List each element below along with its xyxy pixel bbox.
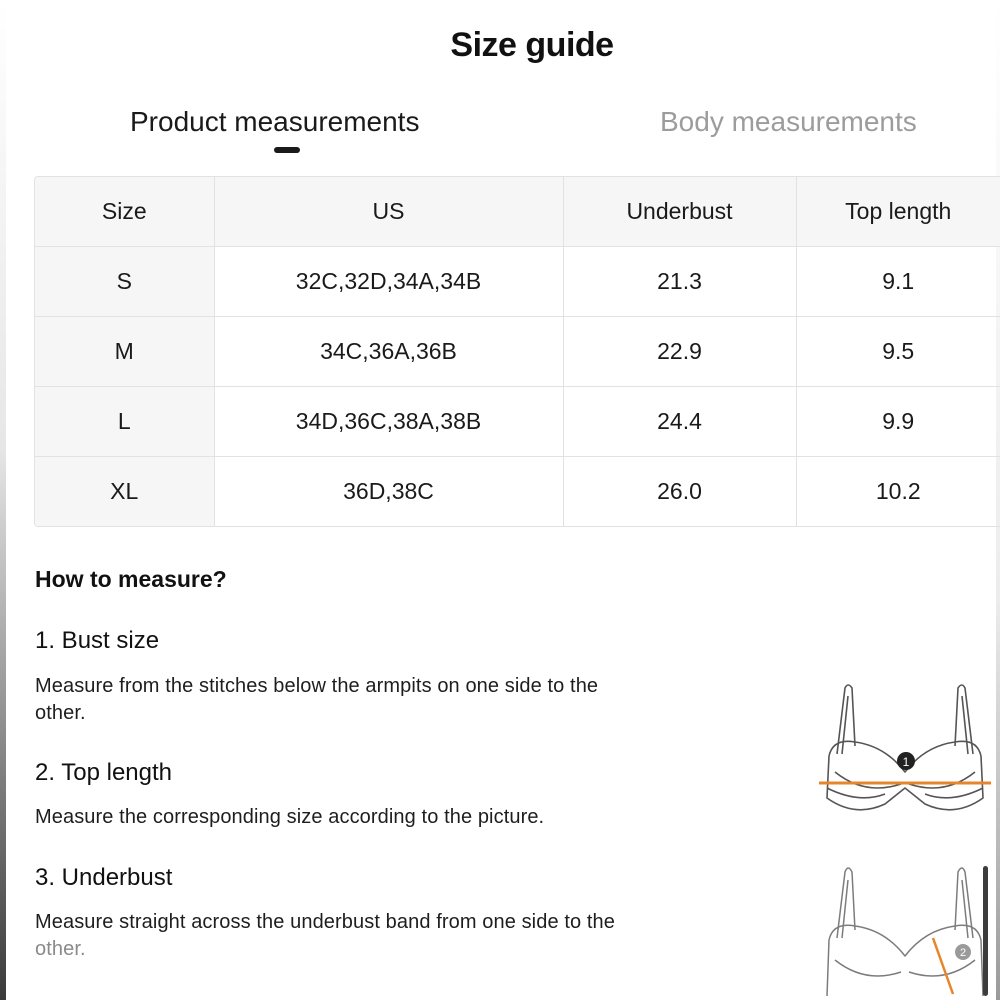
cell-underbust: 26.0	[563, 457, 796, 527]
step-text-line: Measure straight across the underbust band from one side to the	[35, 911, 615, 933]
cell-top-length: 10.2	[796, 457, 1000, 527]
step-bust-size-text	[35, 673, 735, 727]
cell-underbust: 21.3	[563, 247, 796, 317]
table-row	[35, 317, 1000, 387]
step-text-line: other.	[35, 702, 86, 724]
active-tab-indicator	[274, 147, 300, 153]
step-text-line: Measure from the stitches below the armpits on one side to the	[35, 675, 599, 697]
step-underbust-text	[35, 909, 735, 963]
cell-us: 36D,38C	[214, 457, 563, 527]
cell-underbust: 24.4	[563, 387, 796, 457]
tab-product-measurements[interactable]: Product measurements	[130, 106, 420, 137]
cell-top-length: 9.5	[796, 317, 1000, 387]
table-row	[35, 247, 1000, 317]
how-to-measure-heading: How to measure?	[35, 566, 227, 592]
step-top-length-text	[35, 804, 735, 831]
cell-size: XL	[35, 457, 214, 527]
cell-us: 32C,32D,34A,34B	[214, 247, 563, 317]
cell-us: 34C,36A,36B	[214, 317, 563, 387]
step-text-line: Measure the corresponding size according to the picture.	[35, 806, 545, 828]
cell-size: M	[35, 317, 214, 387]
cell-size: S	[35, 247, 214, 317]
tab-body-measurements[interactable]: Body measurements	[660, 106, 917, 137]
step-text-line: other.	[35, 938, 86, 960]
marker-2-label: 2	[959, 947, 967, 959]
page-title: Size guide	[450, 26, 614, 64]
size-table	[34, 176, 1000, 527]
table-header-row	[35, 177, 1000, 247]
bra-underbust-measurement-illustration	[815, 856, 995, 1000]
table-row	[35, 457, 1000, 527]
marker-1-label: 1	[902, 755, 910, 769]
step-bust-size-title: 1. Bust size	[35, 627, 160, 654]
bra-bust-measurement-illustration	[815, 676, 995, 826]
table-row	[35, 387, 1000, 457]
column-header-us: US	[214, 177, 563, 247]
step-underbust-title: 3. Underbust	[35, 864, 173, 891]
left-edge-shadow	[0, 0, 6, 1000]
step-top-length-title: 2. Top length	[35, 759, 173, 786]
cell-size: L	[35, 387, 214, 457]
column-header-size: Size	[35, 177, 214, 247]
cell-top-length: 9.9	[796, 387, 1000, 457]
column-header-top-length: Top length	[796, 177, 1000, 247]
cell-underbust: 22.9	[563, 317, 796, 387]
vertical-scrollbar[interactable]	[983, 866, 988, 996]
cell-us: 34D,36C,38A,38B	[214, 387, 563, 457]
cell-top-length: 9.1	[796, 247, 1000, 317]
column-header-underbust: Underbust	[563, 177, 796, 247]
